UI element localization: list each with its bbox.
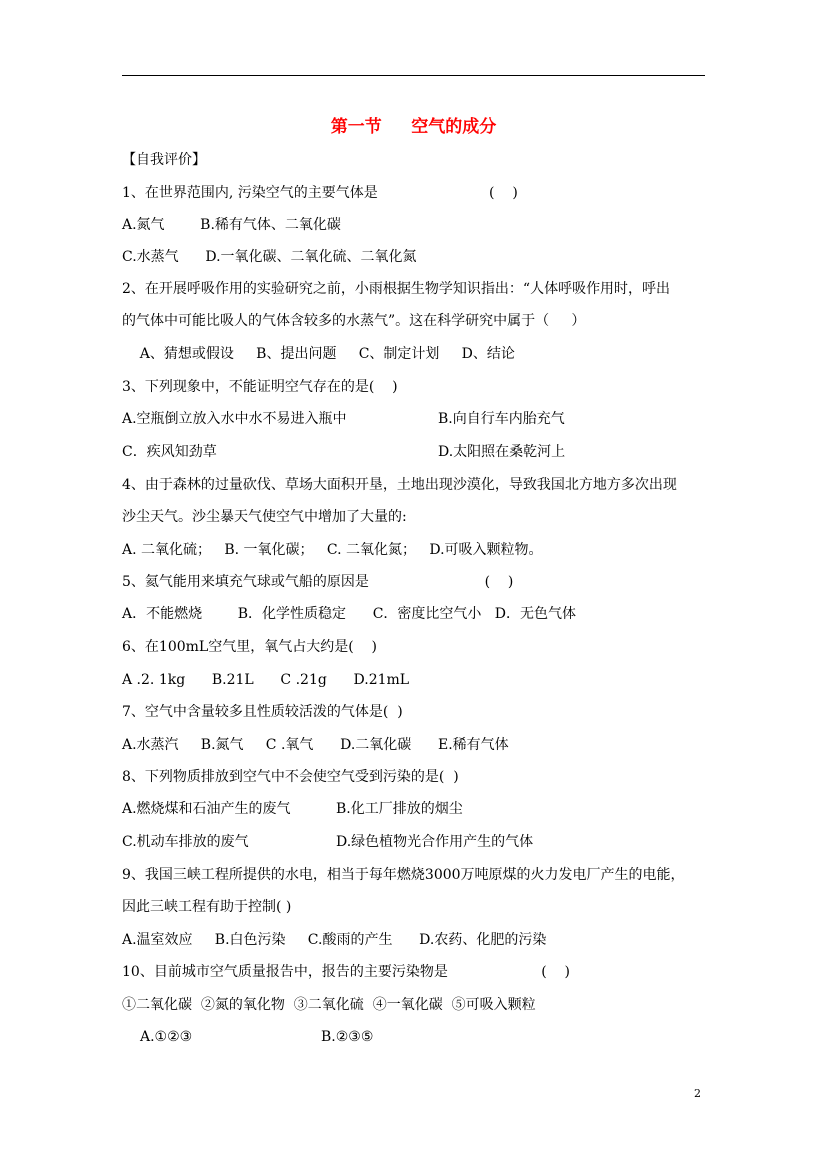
q8-option-d: D.绿色植物光合作用产生的气体 xyxy=(336,834,534,850)
q9-options: A.温室效应 B.白色污染 C.酸雨的产生 D.农药、化肥的污染 xyxy=(122,932,547,948)
q3-option-b: B.向自行车内胎充气 xyxy=(438,411,565,427)
q10-items: ①二氧化碳 ②氮的氧化物 ③二氧化硫 ④一氧化碳 ⑤可吸入颗粒 xyxy=(122,997,536,1013)
question-1: 1、在世界范围内, 污染空气的主要气体是 ( ) xyxy=(122,185,518,201)
q2-options: A、猜想或假设 B、提出问题 C、制定计划 D、结论 xyxy=(122,346,515,362)
question-3: 3、下列现象中，不能证明空气存在的是( ) xyxy=(122,379,398,395)
header-rule xyxy=(122,75,705,76)
q1-options-cd: C.水蒸气 D.一氧化碳、二氧化硫、二氧化氮 xyxy=(122,249,417,265)
question-2-line-1: 2、在开展呼吸作用的实验研究之前，小雨根据生物学知识指出：“人体呼吸作用时，呼出 xyxy=(122,281,671,297)
question-7: 7、空气中含量较多且性质较活泼的气体是( ) xyxy=(122,704,403,720)
page-number: 2 xyxy=(694,1087,701,1100)
q4-options: A. 二氧化硫； B. 一氧化碳； C. 二氧化氮； D.可吸入颗粒物。 xyxy=(122,542,543,558)
question-2-line-2: 的气体中可能比吸人的气体含较多的水蒸气”。这在科学研究中属于（ ） xyxy=(122,313,586,329)
q3-option-d: D.太阳照在桑乾河上 xyxy=(438,444,566,460)
q5-options: A．不能燃烧 B．化学性质稳定 C．密度比空气小 D．无色气体 xyxy=(122,606,576,622)
page-title: 第一节 空气的成分 xyxy=(330,117,497,137)
q7-options: A.水蒸汽 B.氮气 C .氧气 D.二氧化碳 E.稀有气体 xyxy=(122,737,509,753)
q1-options-ab: A.氮气 B.稀有气体、二氧化碳 xyxy=(122,217,341,233)
question-9-line-1: 9、我国三峡工程所提供的水电，相当于每年燃烧3000万吨原煤的火力发电厂产生的电能， xyxy=(122,867,685,883)
q6-options: A .2. 1kg B.21L C .21g D.21mL xyxy=(122,672,410,688)
question-4-line-2: 沙尘天气。沙尘暴天气使空气中增加了大量的: xyxy=(122,509,407,525)
q10-option-b: B.②③⑤ xyxy=(321,1029,374,1045)
q3-option-c: C．疾风知劲草 xyxy=(122,444,217,460)
q3-option-a: A.空瓶倒立放入水中水不易进入瓶中 xyxy=(122,411,347,427)
question-8: 8、下列物质排放到空气中不会使空气受到污染的是( ) xyxy=(122,769,459,785)
q8-option-b: B.化工厂排放的烟尘 xyxy=(336,801,463,817)
question-9-line-2: 因此三峡工程有助于控制( ) xyxy=(122,899,292,915)
question-6: 6、在100mL空气里，氧气占大约是( ) xyxy=(122,639,377,655)
q8-option-c: C.机动车排放的废气 xyxy=(122,834,249,850)
q8-option-a: A.燃烧煤和石油产生的废气 xyxy=(122,801,291,817)
q10-option-a: A.①②③ xyxy=(140,1029,193,1045)
question-10: 10、目前城市空气质量报告中，报告的主要污染物是 ( ) xyxy=(122,964,570,980)
section-heading: 【自我评价】 xyxy=(122,152,206,168)
question-4-line-1: 4、由于森林的过量砍伐、草场大面积开垦，土地出现沙漠化，导致我国北方地方多次出现 xyxy=(122,477,677,493)
question-5: 5、氦气能用来填充气球或气船的原因是 ( ) xyxy=(122,574,514,590)
